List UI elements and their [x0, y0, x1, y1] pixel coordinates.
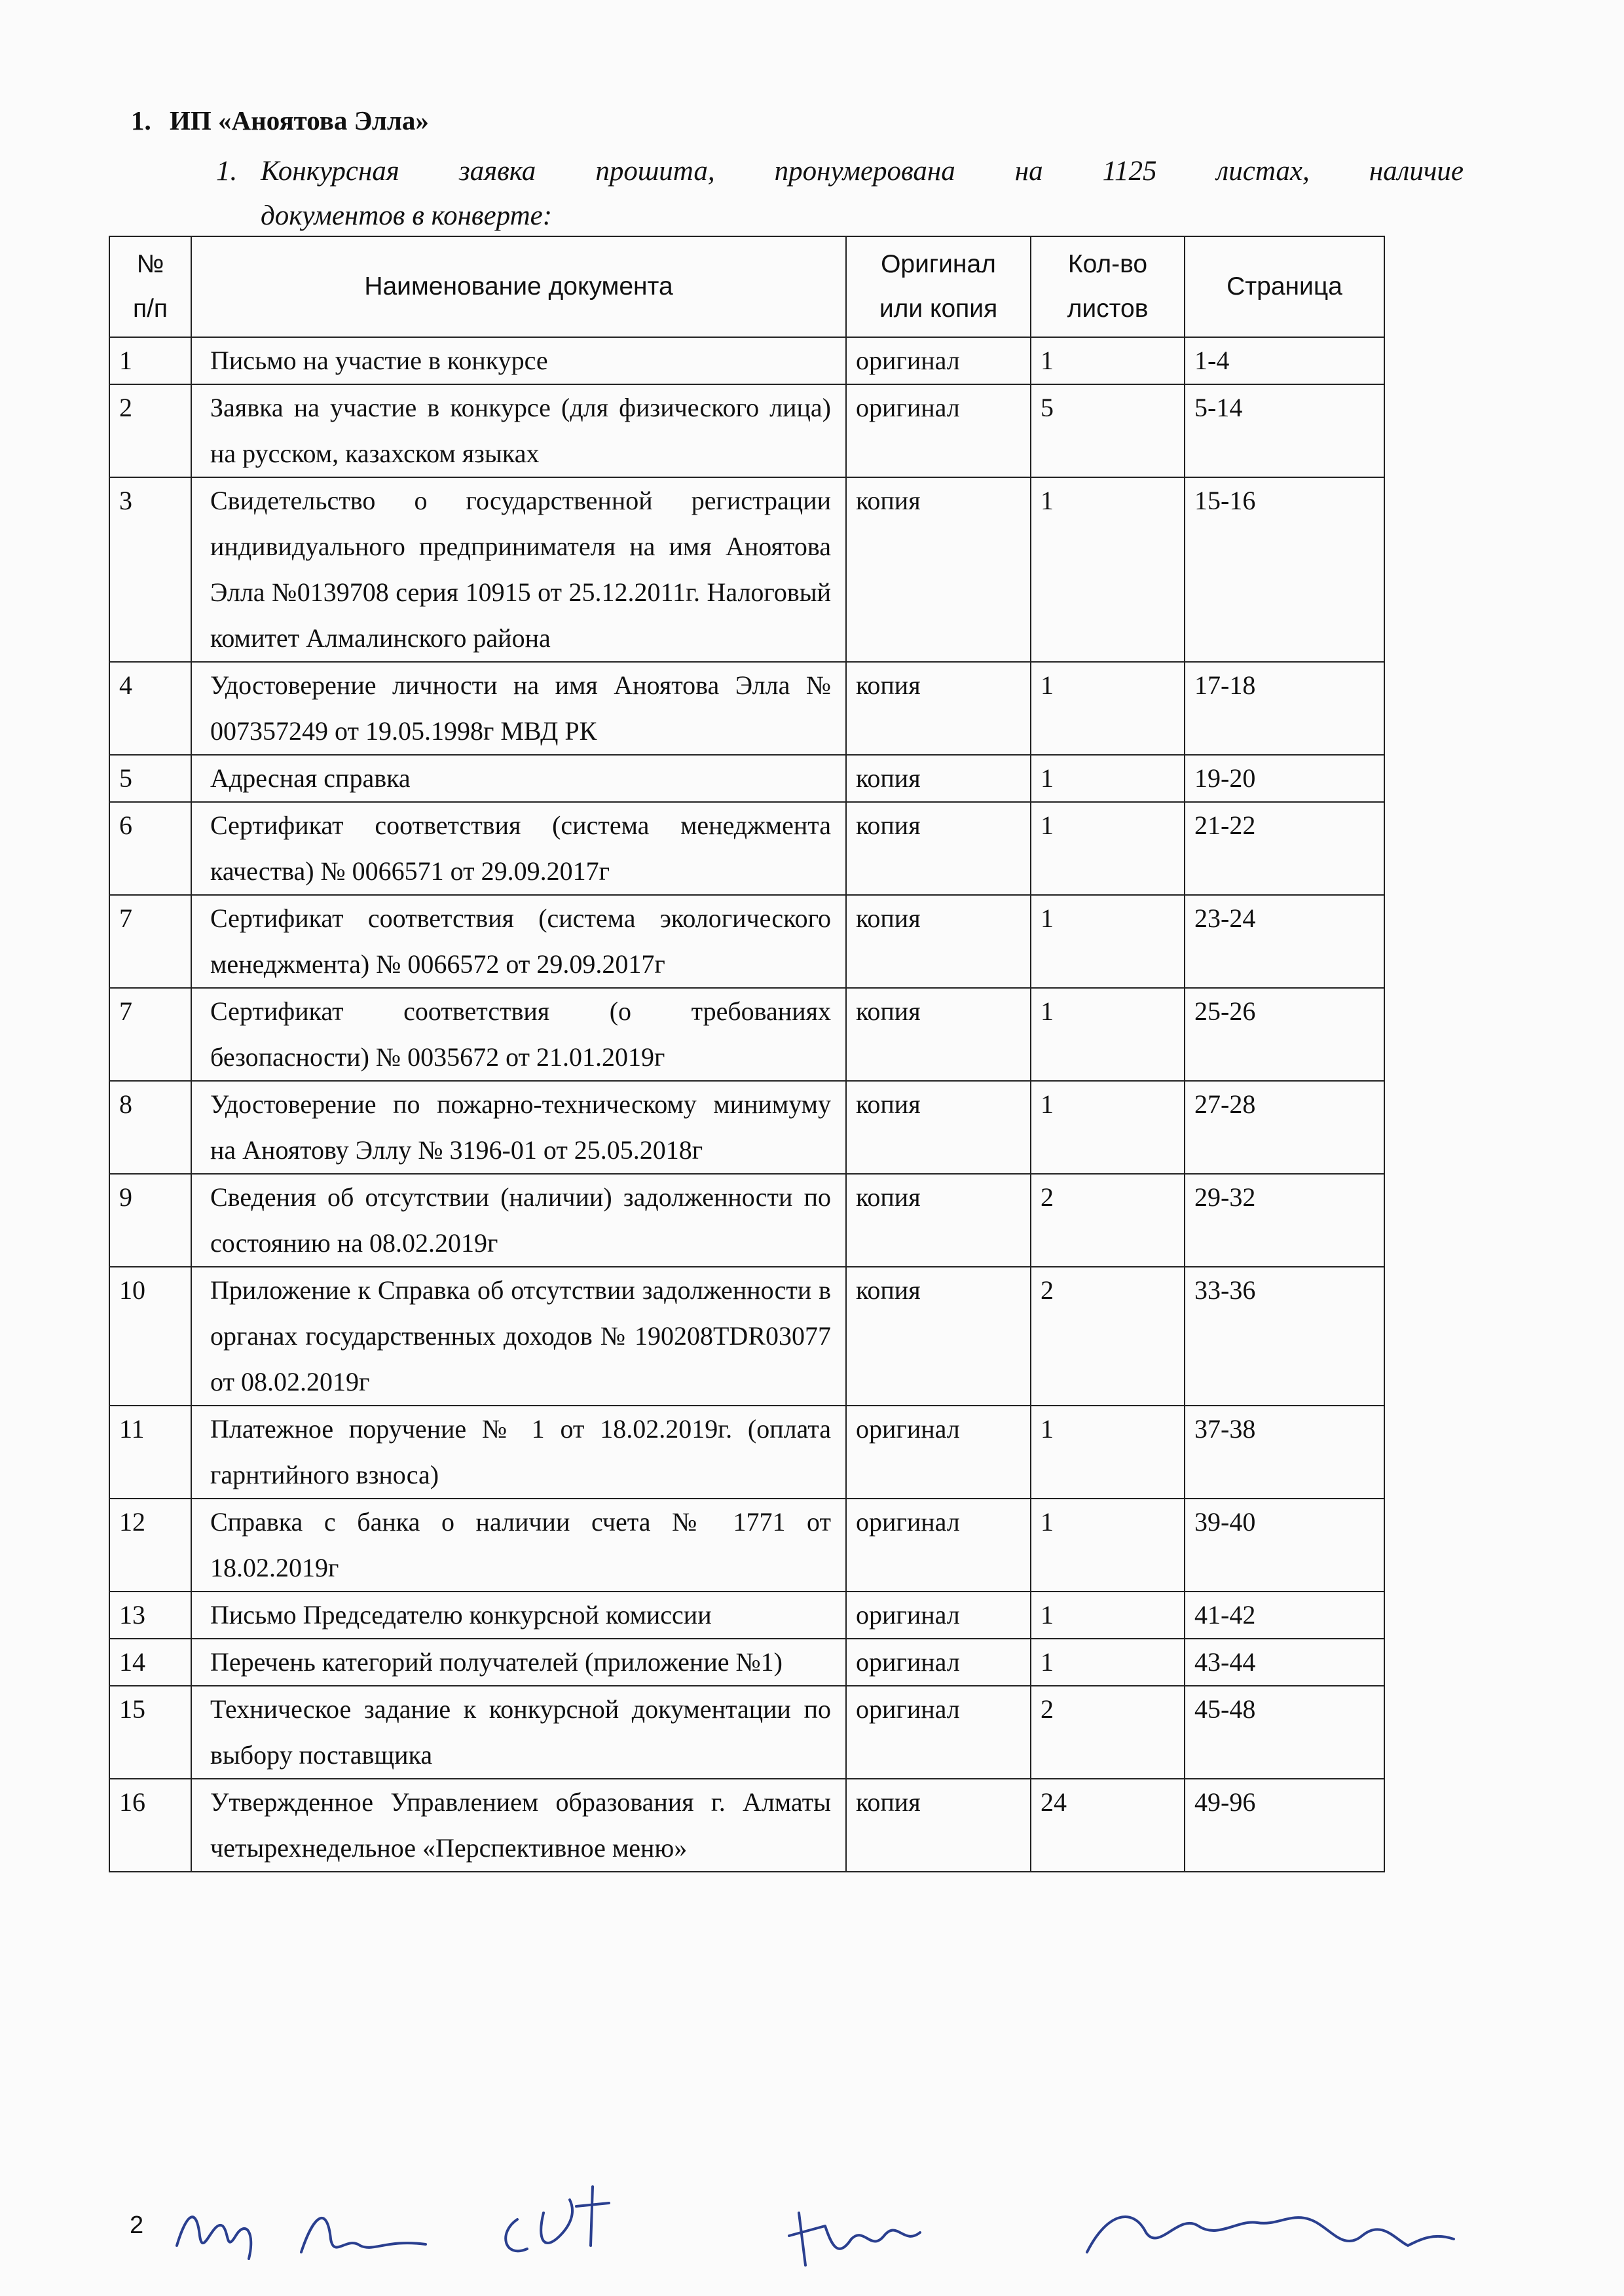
- header-sheet-count: [1031, 236, 1185, 337]
- table-row: [109, 1267, 1384, 1406]
- row-page-range: 45-48: [1185, 1686, 1384, 1779]
- row-original-or-copy: оригинал: [846, 384, 1031, 477]
- row-page-range: 29-32: [1185, 1174, 1384, 1267]
- row-original-or-copy: копия: [846, 988, 1031, 1081]
- row-document-name: Удостоверение по пожарно-техническому минимуму на Аноятову Эллу № 3196-01 от 25.05.2018г: [191, 1081, 846, 1174]
- row-original-or-copy: копия: [846, 477, 1031, 662]
- table-body: [109, 337, 1384, 1872]
- row-sheet-count: 1: [1031, 895, 1185, 988]
- row-document-name: Сведения об отсутствии (наличии) задолженности по состоянию на 08.02.2019г: [191, 1174, 846, 1267]
- table-row: [109, 1686, 1384, 1779]
- table-row: [109, 477, 1384, 662]
- section-title: ИП «Аноятова Элла»: [170, 105, 429, 136]
- row-sheet-count: 1: [1031, 802, 1185, 895]
- documents-table: [109, 236, 1385, 1872]
- row-document-name: Платежное поручение № 1 от 18.02.2019г. (оплата гарнтийного взноса): [191, 1406, 846, 1499]
- table-row: [109, 1081, 1384, 1174]
- table-row: [109, 1499, 1384, 1592]
- row-number: 2: [109, 384, 191, 477]
- header-original-line-2: или копия: [879, 295, 998, 323]
- row-page-range: 1-4: [1185, 337, 1384, 384]
- row-sheet-count: 1: [1031, 1499, 1185, 1592]
- row-number: 14: [109, 1639, 191, 1686]
- subsection-heading: [216, 149, 1464, 238]
- section-number: 1.: [131, 105, 151, 136]
- header-number-line-2: п/п: [132, 295, 168, 323]
- row-number: 7: [109, 895, 191, 988]
- subsection-line-2: документов в конверте:: [261, 200, 553, 231]
- row-page-range: 37-38: [1185, 1406, 1384, 1499]
- table-row: [109, 1779, 1384, 1872]
- table-row: [109, 662, 1384, 755]
- row-number: 5: [109, 755, 191, 802]
- row-sheet-count: 1: [1031, 477, 1185, 662]
- signatures: [151, 2174, 1526, 2278]
- row-sheet-count: 1: [1031, 1406, 1185, 1499]
- row-page-range: 27-28: [1185, 1081, 1384, 1174]
- subsection-line-1: Конкурсная заявка прошита, пронумерована на 1125 листах, наличие: [261, 156, 1464, 187]
- row-sheet-count: 5: [1031, 384, 1185, 477]
- row-number: 7: [109, 988, 191, 1081]
- row-original-or-copy: оригинал: [846, 337, 1031, 384]
- table-row: [109, 1406, 1384, 1499]
- header-number-line-1: №: [136, 250, 164, 278]
- header-original-line-1: Оригинал: [881, 250, 996, 278]
- row-original-or-copy: оригинал: [846, 1406, 1031, 1499]
- row-number: 11: [109, 1406, 191, 1499]
- row-page-range: 43-44: [1185, 1639, 1384, 1686]
- row-number: 12: [109, 1499, 191, 1592]
- row-document-name: Свидетельство о государственной регистрации индивидуального предпринимателя на имя Аноятова Элла №0139708 серия 10915 от 25.12.2011г. Налоговый комитет Алмалинского района: [191, 477, 846, 662]
- row-document-name: Сертификат соответствия (система экологического менеджмента) № 0066572 от 29.09.2017г: [191, 895, 846, 988]
- row-page-range: 21-22: [1185, 802, 1384, 895]
- row-sheet-count: 1: [1031, 1081, 1185, 1174]
- row-document-name: Удостоверение личности на имя Аноятова Элла № 007357249 от 19.05.1998г МВД РК: [191, 662, 846, 755]
- row-original-or-copy: копия: [846, 1174, 1031, 1267]
- row-document-name: Сертификат соответствия (о требованиях безопасности) № 0035672 от 21.01.2019г: [191, 988, 846, 1081]
- row-sheet-count: 1: [1031, 662, 1185, 755]
- row-number: 8: [109, 1081, 191, 1174]
- row-document-name: Сертификат соответствия (система менеджмента качества) № 0066571 от 29.09.2017г: [191, 802, 846, 895]
- row-original-or-copy: копия: [846, 755, 1031, 802]
- row-original-or-copy: оригинал: [846, 1592, 1031, 1639]
- row-page-range: 39-40: [1185, 1499, 1384, 1592]
- row-sheet-count: 24: [1031, 1779, 1185, 1872]
- subsection-number: 1.: [216, 156, 238, 187]
- row-sheet-count: 2: [1031, 1686, 1185, 1779]
- row-original-or-copy: оригинал: [846, 1686, 1031, 1779]
- table-row: [109, 1639, 1384, 1686]
- row-page-range: 41-42: [1185, 1592, 1384, 1639]
- signature-4: [789, 2213, 920, 2265]
- row-document-name: Приложение к Справка об отсутствии задолженности в органах государственных доходов № 190208TDR03077 от 08.02.2019г: [191, 1267, 846, 1406]
- row-sheet-count: 1: [1031, 337, 1185, 384]
- row-original-or-copy: копия: [846, 1779, 1031, 1872]
- row-original-or-copy: копия: [846, 802, 1031, 895]
- header-original-or-copy: [846, 236, 1031, 337]
- header-number: [109, 236, 191, 337]
- row-original-or-copy: копия: [846, 895, 1031, 988]
- signature-3: [506, 2187, 609, 2251]
- row-page-range: 49-96: [1185, 1779, 1384, 1872]
- header-sheets-line-1: Кол-во: [1067, 250, 1148, 278]
- table-row: [109, 988, 1384, 1081]
- header-sheets-line-2: листов: [1067, 295, 1149, 323]
- row-number: 13: [109, 1592, 191, 1639]
- header-page: Страница: [1185, 236, 1384, 337]
- row-document-name: Адресная справка: [191, 755, 846, 802]
- table-row: [109, 755, 1384, 802]
- row-page-range: 19-20: [1185, 755, 1384, 802]
- page-number: 2: [130, 2212, 144, 2239]
- row-document-name: Перечень категорий получателей (приложение №1): [191, 1639, 846, 1686]
- signature-5: [1087, 2217, 1454, 2252]
- row-original-or-copy: копия: [846, 1081, 1031, 1174]
- row-sheet-count: 1: [1031, 1639, 1185, 1686]
- row-sheet-count: 1: [1031, 1592, 1185, 1639]
- row-page-range: 25-26: [1185, 988, 1384, 1081]
- row-sheet-count: 2: [1031, 1174, 1185, 1267]
- table-header-row: [109, 236, 1384, 337]
- row-number: 9: [109, 1174, 191, 1267]
- row-original-or-copy: оригинал: [846, 1639, 1031, 1686]
- table-row: [109, 1174, 1384, 1267]
- row-number: 15: [109, 1686, 191, 1779]
- row-number: 10: [109, 1267, 191, 1406]
- row-sheet-count: 1: [1031, 755, 1185, 802]
- signature-1: [177, 2217, 251, 2259]
- row-number: 4: [109, 662, 191, 755]
- table-row: [109, 384, 1384, 477]
- row-number: 3: [109, 477, 191, 662]
- row-original-or-copy: оригинал: [846, 1499, 1031, 1592]
- table-row: [109, 802, 1384, 895]
- table-row: [109, 895, 1384, 988]
- row-sheet-count: 1: [1031, 988, 1185, 1081]
- signature-2: [301, 2218, 426, 2252]
- row-document-name: Письмо на участие в конкурсе: [191, 337, 846, 384]
- row-document-name: Заявка на участие в конкурсе (для физического лица) на русском, казахском языках: [191, 384, 846, 477]
- row-page-range: 15-16: [1185, 477, 1384, 662]
- row-page-range: 23-24: [1185, 895, 1384, 988]
- row-document-name: Утвержденное Управлением образования г. Алматы четырехнедельное «Перспективное меню»: [191, 1779, 846, 1872]
- row-document-name: Справка с банка о наличии счета № 1771 от 18.02.2019г: [191, 1499, 846, 1592]
- row-page-range: 17-18: [1185, 662, 1384, 755]
- row-document-name: Письмо Председателю конкурсной комиссии: [191, 1592, 846, 1639]
- row-original-or-copy: копия: [846, 1267, 1031, 1406]
- row-page-range: 33-36: [1185, 1267, 1384, 1406]
- row-original-or-copy: копия: [846, 662, 1031, 755]
- section-heading: [131, 105, 429, 136]
- table-row: [109, 337, 1384, 384]
- row-number: 1: [109, 337, 191, 384]
- header-document-name: Наименование документа: [191, 236, 846, 337]
- row-document-name: Техническое задание к конкурсной документации по выбору поставщика: [191, 1686, 846, 1779]
- row-number: 16: [109, 1779, 191, 1872]
- row-sheet-count: 2: [1031, 1267, 1185, 1406]
- table-row: [109, 1592, 1384, 1639]
- row-page-range: 5-14: [1185, 384, 1384, 477]
- row-number: 6: [109, 802, 191, 895]
